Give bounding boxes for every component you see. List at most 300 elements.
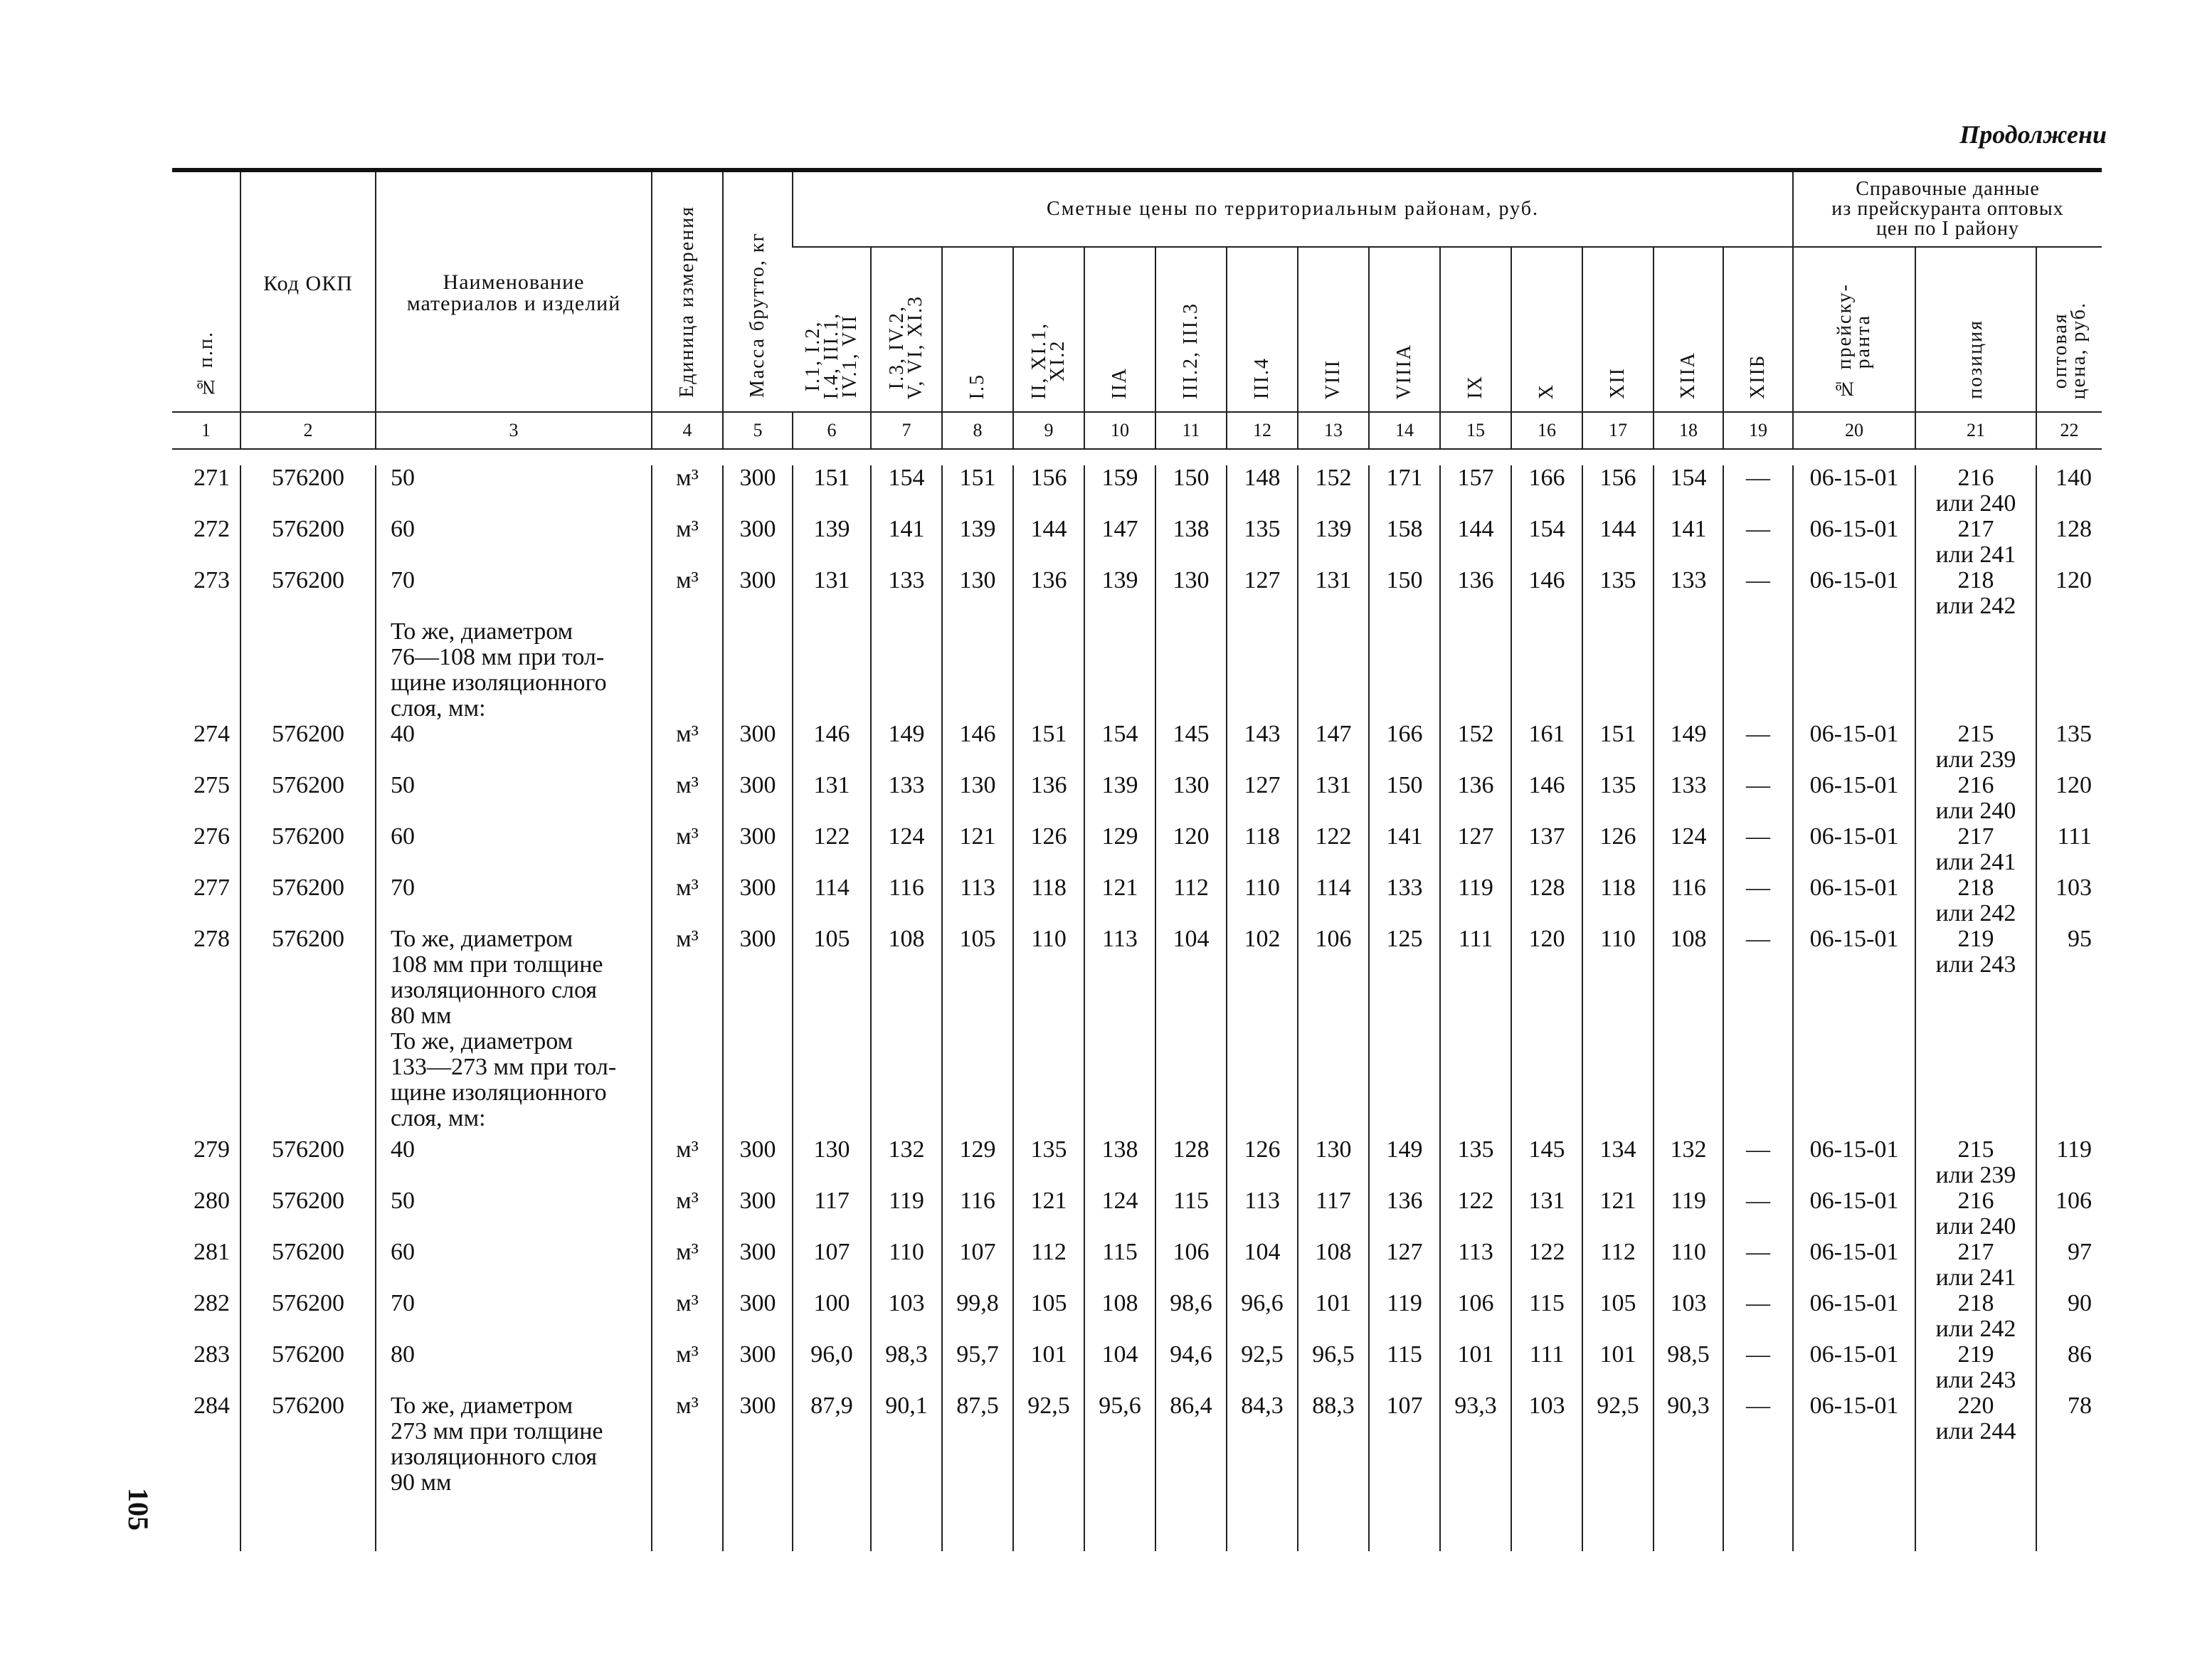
cell-unit: м³ (652, 1188, 723, 1240)
position-number: 218 (1957, 875, 1994, 901)
cell-name: 60 (376, 824, 652, 875)
cell-price: 149 (1369, 1137, 1440, 1188)
cell-price-list: 06-15-01 (1793, 1342, 1915, 1393)
cell-price-list: 06-15-01 (1793, 773, 1915, 824)
cell-price: 141 (871, 517, 942, 568)
cell-no: 281 (194, 1239, 230, 1265)
cell-price: 126 (1227, 1137, 1298, 1188)
cell-no (172, 619, 240, 722)
cell-price: 110 (1654, 1240, 1723, 1291)
cell-price: 87,5 (942, 1393, 1013, 1501)
cell-price-list: 06-15-01 (1793, 722, 1915, 773)
cell-price-list: 06-15-01 (1793, 824, 1915, 875)
column-number: 20 (1793, 412, 1915, 449)
cell-code: 576200 (240, 517, 376, 568)
cell-price: 146 (1511, 773, 1582, 824)
position-alt: или 242 (1935, 1316, 2016, 1342)
cell-price: 131 (1298, 568, 1369, 619)
cell-empty (1723, 1501, 1793, 1551)
position-number: 218 (1957, 567, 1994, 593)
header-region: X (1511, 247, 1582, 412)
cell-empty (942, 1501, 1013, 1551)
position-alt: или 239 (1935, 1162, 2016, 1188)
cell-price: 120 (1155, 824, 1227, 875)
cell-empty (1369, 1501, 1440, 1551)
cell-price: 129 (942, 1137, 1013, 1188)
cell-price: 135 (1440, 1137, 1511, 1188)
cell-code: 576200 (240, 1188, 376, 1240)
cell-price: 117 (793, 1188, 871, 1240)
cell-price: 154 (1654, 465, 1723, 517)
cell-price: 108 (1654, 926, 1723, 1137)
cell-wholesale: 106 (2036, 1188, 2102, 1240)
cell-price: 102 (1227, 926, 1298, 1137)
cell-code (240, 619, 376, 722)
cell-price: 126 (1582, 824, 1654, 875)
cell-price: 101 (1582, 1342, 1654, 1393)
cell-price: — (1723, 773, 1793, 824)
cell-price: 133 (1654, 773, 1723, 824)
cell-price: 127 (1227, 568, 1298, 619)
header-no: № п.п. (194, 331, 217, 398)
cell-wholesale: 140 (2036, 465, 2102, 517)
cell-unit: м³ (652, 926, 723, 1137)
cell-price: 108 (1298, 1240, 1369, 1291)
cell-price: 122 (1298, 824, 1369, 875)
cell-price: 126 (1013, 824, 1084, 875)
table-row (172, 1188, 2102, 1240)
table-row (172, 465, 2102, 517)
cell-no: 276 (194, 823, 230, 850)
cell-mass: 300 (723, 1342, 793, 1393)
cell-no: 279 (194, 1136, 230, 1163)
header-region: XIIБ (1723, 247, 1793, 412)
cell-name: 70 (376, 568, 652, 619)
cell-price: 118 (1582, 875, 1654, 926)
header-mass: Масса брутто, кг (723, 170, 793, 412)
cell-price: 107 (793, 1240, 871, 1291)
cell-price: 106 (1440, 1291, 1511, 1342)
cell-price: 145 (1155, 722, 1227, 773)
cell-name: 50 (376, 465, 652, 517)
cell-price: 115 (1511, 1291, 1582, 1342)
cell-price: 127 (1369, 1240, 1440, 1291)
cell-code: 576200 (240, 1393, 376, 1501)
cell-price: 128 (1511, 875, 1582, 926)
cell-price: 136 (1013, 773, 1084, 824)
column-number: 8 (942, 412, 1013, 449)
column-number: 21 (1915, 412, 2036, 449)
cell-price: 161 (1511, 722, 1582, 773)
cell-mass: 300 (723, 1291, 793, 1342)
cell-code: 576200 (240, 926, 376, 1137)
cell-mass: 300 (723, 926, 793, 1137)
cell-empty (376, 1501, 652, 1551)
cell-wholesale: 128 (2036, 517, 2102, 568)
cell-wholesale: 103 (2036, 875, 2102, 926)
cell-price: 105 (942, 926, 1013, 1137)
cell-price: 152 (1440, 722, 1511, 773)
cell-empty (1013, 1501, 1084, 1551)
cell-price: 98,6 (1155, 1291, 1227, 1342)
cell-price: 106 (1155, 1240, 1227, 1291)
table-row (172, 1240, 2102, 1291)
cell-price: 151 (942, 465, 1013, 517)
position-alt: или 243 (1935, 1367, 2016, 1393)
cell-price-list: 06-15-01 (1793, 517, 1915, 568)
cell-unit: м³ (652, 773, 723, 824)
cell-price: 122 (793, 824, 871, 875)
cell-price: 122 (1511, 1240, 1582, 1291)
cell-name: 70 (376, 875, 652, 926)
cell-price: 146 (793, 722, 871, 773)
cell-no: 280 (194, 1188, 230, 1214)
cell-no: 273 (194, 567, 230, 593)
cell-price: 124 (1654, 824, 1723, 875)
position-number: 219 (1957, 1341, 1994, 1368)
table-row (172, 824, 2102, 875)
cell-price: 129 (1084, 824, 1155, 875)
cell-price: 141 (1369, 824, 1440, 875)
cell-price: 105 (1013, 1291, 1084, 1342)
cell-price: 133 (1654, 568, 1723, 619)
cell-price: 108 (1084, 1291, 1155, 1342)
cell-price: 131 (1298, 773, 1369, 824)
cell-price: 139 (942, 517, 1013, 568)
cell-no: 271 (194, 465, 230, 491)
column-number: 22 (2036, 412, 2102, 449)
cell-code: 576200 (240, 568, 376, 619)
cell-price: 151 (1582, 722, 1654, 773)
cell-price: 130 (1155, 773, 1227, 824)
cell-price: 138 (1084, 1137, 1155, 1188)
cell-price: 107 (1369, 1393, 1440, 1501)
cell-price: 127 (1440, 824, 1511, 875)
cell-mass: 300 (723, 1188, 793, 1240)
cell-empty (1582, 1501, 1654, 1551)
position-number: 218 (1957, 1290, 1994, 1316)
cell-empty (240, 1501, 376, 1551)
cell-price: 121 (1013, 1188, 1084, 1240)
cell-price: 139 (1298, 517, 1369, 568)
column-number: 2 (240, 412, 376, 449)
cell-empty (1793, 619, 1915, 722)
header-ref-group: Справочные данные из прейскуранта оптовых цен по I району (1793, 170, 2102, 247)
table-row (172, 722, 2102, 773)
cell-price: 149 (871, 722, 942, 773)
cell-price: 110 (1582, 926, 1654, 1137)
cell-unit: м³ (652, 1240, 723, 1291)
cell-price: 144 (1440, 517, 1511, 568)
cell-price: 118 (1013, 875, 1084, 926)
cell-price: — (1723, 517, 1793, 568)
cell-name: 80 (376, 1342, 652, 1393)
cell-price: 148 (1227, 465, 1298, 517)
cell-empty (1440, 1501, 1511, 1551)
cell-price: 119 (871, 1188, 942, 1240)
cell-price: 116 (942, 1188, 1013, 1240)
cell-price-list: 06-15-01 (1793, 568, 1915, 619)
cell-no: 277 (194, 875, 230, 901)
cell-price: 150 (1369, 568, 1440, 619)
cell-price: 128 (1155, 1137, 1227, 1188)
cell-price: 151 (1013, 722, 1084, 773)
cell-price: 105 (1582, 1291, 1654, 1342)
cell-price: 134 (1582, 1137, 1654, 1188)
cell-price: 101 (1440, 1342, 1511, 1393)
position-number: 219 (1957, 926, 1994, 952)
cell-price: 94,6 (1155, 1342, 1227, 1393)
cell-price: 127 (1227, 773, 1298, 824)
cell-price: 166 (1369, 722, 1440, 773)
position-alt: или 243 (1935, 951, 2016, 978)
position-alt: или 242 (1935, 900, 2016, 926)
cell-empty (871, 1501, 942, 1551)
header-region: XII (1582, 247, 1654, 412)
column-number: 7 (871, 412, 942, 449)
cell-empty (652, 1501, 723, 1551)
cell-unit: м³ (652, 1393, 723, 1501)
cell-position (1915, 1393, 2036, 1501)
header-region: IX (1440, 247, 1511, 412)
cell-empty (1723, 619, 1793, 722)
cell-price: 130 (1155, 568, 1227, 619)
cell-no: 284 (194, 1393, 230, 1419)
cell-price: 106 (1298, 926, 1369, 1137)
cell-empty (942, 619, 1013, 722)
cell-price: — (1723, 1393, 1793, 1501)
header-region: VIII (1298, 247, 1369, 412)
cell-position (1915, 875, 2036, 926)
cell-price: 136 (1440, 568, 1511, 619)
cell-price: 114 (793, 875, 871, 926)
cell-price: 144 (1013, 517, 1084, 568)
cell-price: 112 (1155, 875, 1227, 926)
cell-position (1915, 517, 2036, 568)
column-number: 1 (172, 412, 240, 449)
cell-price: 139 (1084, 568, 1155, 619)
position-alt: или 240 (1935, 798, 2016, 824)
cell-price: 92,5 (1227, 1342, 1298, 1393)
cell-price: 133 (871, 773, 942, 824)
column-number: 9 (1013, 412, 1084, 449)
position-alt: или 242 (1935, 593, 2016, 619)
cell-empty (1084, 619, 1155, 722)
cell-empty (1654, 619, 1723, 722)
header-region: II, XI.1, XI.2 (1013, 247, 1084, 412)
column-number: 12 (1227, 412, 1298, 449)
cell-unit: м³ (652, 1137, 723, 1188)
cell-price: 124 (871, 824, 942, 875)
cell-price: 144 (1582, 517, 1654, 568)
cell-price: 130 (942, 773, 1013, 824)
cell-price-list: 06-15-01 (1793, 1291, 1915, 1342)
cell-empty (1298, 619, 1369, 722)
table-row (172, 1393, 2102, 1501)
cell-position (1915, 465, 2036, 517)
column-number: 16 (1511, 412, 1582, 449)
cell-empty (1013, 619, 1084, 722)
cell-price: 101 (1013, 1342, 1084, 1393)
cell-price: 119 (1654, 1188, 1723, 1240)
position-alt: или 241 (1935, 1264, 2016, 1291)
position-alt: или 241 (1935, 541, 2016, 568)
cell-price: 103 (871, 1291, 942, 1342)
cell-mass: 300 (723, 568, 793, 619)
cell-price: — (1723, 722, 1793, 773)
cell-price-list: 06-15-01 (1793, 926, 1915, 1137)
cell-empty (1511, 619, 1582, 722)
header-ref-col: позиция (1915, 247, 2036, 412)
cell-price-list: 06-15-01 (1793, 1137, 1915, 1188)
cell-price: 143 (1227, 722, 1298, 773)
table-row (172, 568, 2102, 619)
cell-mass: 300 (723, 1137, 793, 1188)
cell-price: — (1723, 1291, 1793, 1342)
cell-unit: м³ (652, 465, 723, 517)
header-region: I.5 (942, 247, 1013, 412)
cell-unit: м³ (652, 722, 723, 773)
cell-price: — (1723, 1137, 1793, 1188)
position-alt: или 240 (1935, 490, 2016, 517)
cell-name: 60 (376, 517, 652, 568)
cell-price: 112 (1582, 1240, 1654, 1291)
cell-position (1915, 1240, 2036, 1291)
cell-price: 156 (1582, 465, 1654, 517)
position-alt: или 239 (1935, 746, 2016, 773)
cell-name: 50 (376, 773, 652, 824)
cell-price: 110 (1013, 926, 1084, 1137)
cell-price: 119 (1440, 875, 1511, 926)
cell-empty (723, 619, 793, 722)
header-ref-col: № прейску- ранта (1793, 247, 1915, 412)
cell-price: 90,3 (1654, 1393, 1723, 1501)
cell-price: 103 (1511, 1393, 1582, 1501)
position-number: 215 (1957, 1136, 1994, 1163)
cell-price-list: 06-15-01 (1793, 465, 1915, 517)
cell-position (1915, 1188, 2036, 1240)
cell-price: 131 (1511, 1188, 1582, 1240)
cell-unit: м³ (652, 1291, 723, 1342)
cell-name: 40 (376, 722, 652, 773)
column-number: 4 (652, 412, 723, 449)
cell-price: 93,3 (1440, 1393, 1511, 1501)
header-unit: Единица измерения (652, 170, 723, 412)
cell-code: 576200 (240, 722, 376, 773)
cell-price: 116 (871, 875, 942, 926)
table-row (172, 1291, 2102, 1342)
cell-wholesale: 90 (2036, 1291, 2102, 1342)
cell-unit: м³ (652, 824, 723, 875)
cell-unit: м³ (652, 517, 723, 568)
cell-price: 115 (1155, 1188, 1227, 1240)
table-row (172, 1137, 2102, 1188)
header-region: XIIА (1654, 247, 1723, 412)
header-region: VIIIА (1369, 247, 1440, 412)
cell-code: 576200 (240, 465, 376, 517)
cell-wholesale: 119 (2036, 1137, 2102, 1188)
cell-price: — (1723, 824, 1793, 875)
header-code: Код ОКП (240, 170, 376, 412)
cell-price: 152 (1298, 465, 1369, 517)
cell-price: 110 (1227, 875, 1298, 926)
cell-price: 124 (1084, 1188, 1155, 1240)
cell-wholesale: 78 (2036, 1393, 2102, 1501)
cell-empty (172, 1501, 240, 1551)
header-region: I.1, I.2, I.4, III.1, IV.1, VII (801, 312, 861, 399)
cell-price: 117 (1298, 1188, 1369, 1240)
position-number: 216 (1957, 1188, 1994, 1214)
cell-price: 92,5 (1013, 1393, 1084, 1501)
cell-empty (1511, 1501, 1582, 1551)
cell-no: 272 (194, 516, 230, 542)
position-number: 215 (1957, 721, 1994, 747)
cell-price: 103 (1654, 1291, 1723, 1342)
cell-price: 139 (793, 517, 871, 568)
cell-price: 121 (1582, 1188, 1654, 1240)
cell-price: 96,5 (1298, 1342, 1369, 1393)
table-row (172, 619, 2102, 722)
cell-price: 136 (1013, 568, 1084, 619)
cell-price: 105 (793, 926, 871, 1137)
cell-price: 113 (1084, 926, 1155, 1137)
cell-price: 171 (1369, 465, 1440, 517)
cell-wholesale: 86 (2036, 1342, 2102, 1393)
cell-price: 147 (1084, 517, 1155, 568)
cell-mass: 300 (723, 875, 793, 926)
cell-price: 130 (793, 1137, 871, 1188)
column-number: 15 (1440, 412, 1511, 449)
cell-price: 112 (1013, 1240, 1084, 1291)
cell-code: 576200 (240, 1240, 376, 1291)
cell-price-list: 06-15-01 (1793, 1240, 1915, 1291)
cell-price: 99,8 (942, 1291, 1013, 1342)
cell-price: 113 (942, 875, 1013, 926)
cell-price: 130 (942, 568, 1013, 619)
table-row (172, 517, 2102, 568)
cell-price: 131 (793, 773, 871, 824)
cell-price: 145 (1511, 1137, 1582, 1188)
cell-empty (871, 619, 942, 722)
cell-price: 130 (1298, 1137, 1369, 1188)
cell-name: То же, диаметром 108 мм при толщине изоляционного слоя 80 мм То же, диаметром 133—273 мм при тол- щине изоляционного слоя, мм: (376, 926, 652, 1137)
column-number: 17 (1582, 412, 1654, 449)
column-number: 10 (1084, 412, 1155, 449)
cell-price-list: 06-15-01 (1793, 1393, 1915, 1501)
cell-empty (652, 619, 723, 722)
cell-price: 166 (1511, 465, 1582, 517)
cell-empty (1155, 619, 1227, 722)
cell-empty (1369, 619, 1440, 722)
position-number: 217 (1957, 1239, 1994, 1265)
position-number: 216 (1957, 465, 1994, 491)
cell-name: 60 (376, 1240, 652, 1291)
column-number: 5 (723, 412, 793, 449)
cell-price: — (1723, 1188, 1793, 1240)
header-region: III.2, III.3 (1155, 247, 1227, 412)
cell-price: 146 (1511, 568, 1582, 619)
cell-price: 98,5 (1654, 1342, 1723, 1393)
cell-position (1915, 926, 2036, 1137)
cell-wholesale: 135 (2036, 722, 2102, 773)
cell-name: То же, диаметром 76—108 мм при тол- щине изоляционного слоя, мм: (376, 619, 652, 722)
cell-price: 132 (1654, 1137, 1723, 1188)
cell-price: 90,1 (871, 1393, 942, 1501)
cell-wholesale: 120 (2036, 773, 2102, 824)
cell-price: 156 (1013, 465, 1084, 517)
cell-price: 136 (1369, 1188, 1440, 1240)
cell-code: 576200 (240, 1137, 376, 1188)
